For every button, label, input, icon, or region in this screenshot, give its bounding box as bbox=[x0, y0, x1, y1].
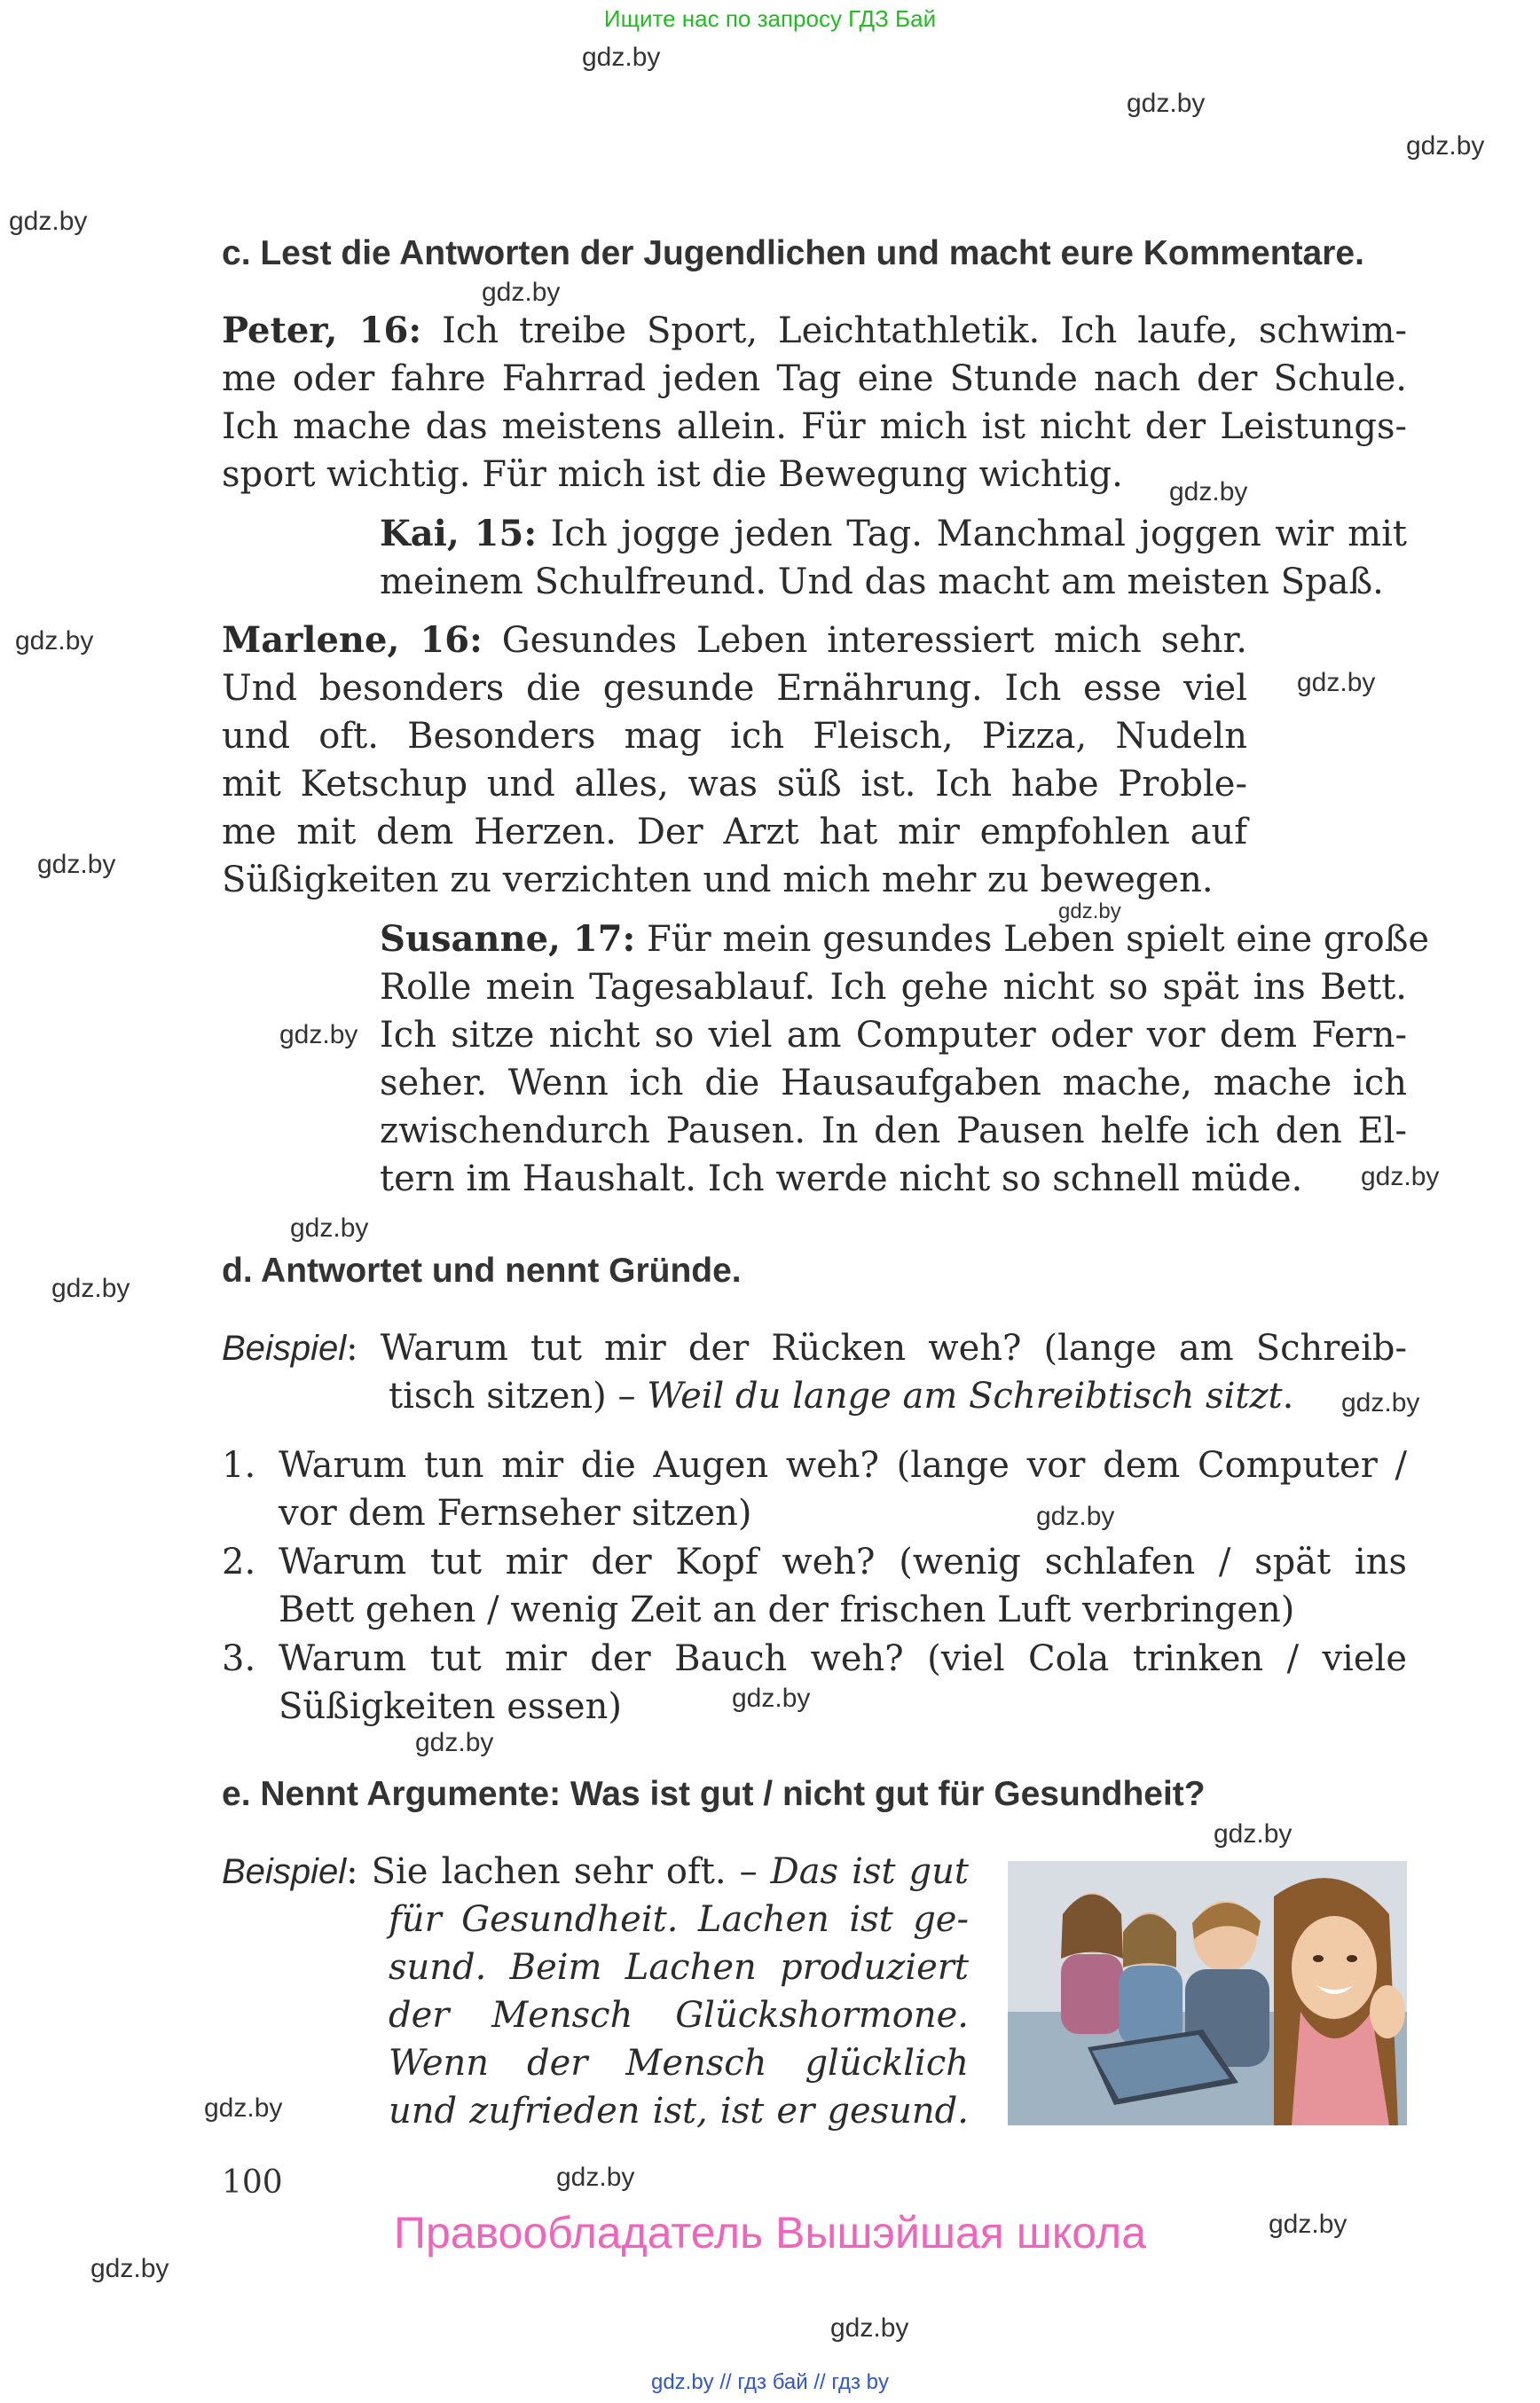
watermark: gdz.by bbox=[1361, 1162, 1440, 1191]
example-d: Beispiel: Warum tut mir der Rücken weh? (lange am Schreib- tisch sitzen) – Weil du lange am Schreibtisch sitzt. bbox=[222, 1328, 1407, 1417]
page-number: 100 bbox=[222, 2164, 283, 2201]
section-c-heading: c. Lest die Antworten der Jugendlichen und macht eure Kommentare. bbox=[222, 234, 1364, 272]
list-item: 1. Warum tun mir die Augen weh? (lange vor dem Computer / vor dem Fernseher sitzen) bbox=[222, 1445, 1407, 1534]
paragraph-kai: Kai, 15: Ich jogge jeden Tag. Manchmal joggen wir mit meinem Schulfreund. Und das macht am meisten Spaß. bbox=[380, 513, 1407, 602]
section-d-heading: d. Antwortet und nennt Gründe. bbox=[222, 1252, 742, 1290]
watermark: gdz.by bbox=[830, 2313, 909, 2343]
paragraph-marlene: Marlene, 16: Gesundes Leben interessiert mich sehr. Und besonders die gesunde Ernährung. Ich esse viel und oft. Besonders mag ich Fleisch, Pizza, Nudeln mit Ketschup und alles, was süß ist. Ich habe Proble- me mit dem Herzen. Der Arzt hat mir empfohlen auf Süßigkeiten zu verzichten und mich mehr zu bewegen. bbox=[222, 619, 1247, 900]
watermark: gdz.by bbox=[415, 1728, 494, 1757]
watermark: gdz.by bbox=[290, 1213, 369, 1243]
watermark: gdz.by bbox=[1341, 1388, 1420, 1417]
speaker-name: Susanne, 17: bbox=[380, 918, 636, 960]
teenagers-photo bbox=[1008, 1861, 1407, 2125]
top-search-hint[interactable]: Ищите нас по запросу ГДЗ Бай bbox=[603, 5, 937, 32]
watermark: gdz.by bbox=[1036, 1502, 1115, 1531]
watermark: gdz.by bbox=[1269, 2210, 1348, 2239]
list-item: 3. Warum tut mir der Bauch weh? (viel Cola trinken / viele Süßigkeiten essen) bbox=[222, 1638, 1407, 1727]
example-label: Beispiel bbox=[222, 1329, 347, 1368]
watermark: gdz.by bbox=[37, 850, 116, 879]
copyright-notice: Правообладатель Вышэйшая школа bbox=[394, 2208, 1146, 2258]
example-label: Beispiel bbox=[222, 1852, 347, 1891]
watermark: gdz.by bbox=[204, 2093, 283, 2123]
paragraph-susanne: Susanne, 17: Für mein gesundes Leben spielt eine große Rolle mein Tagesablauf. Ich gehe nicht so spät ins Bett. Ich sitze nicht so viel am Computer oder vor dem Fern- seher. Wenn ich die Hausaufgaben mache, mache ich zwischendurch Pausen. In den Pausen helfe ich den El- tern im Haushalt. Ich werde nicht so schnell müde. bbox=[380, 918, 1430, 1199]
watermark: gdz.by bbox=[1169, 477, 1248, 507]
paragraph-peter: Peter, 16: Ich treibe Sport, Leichtathletik. Ich laufe, schwim- me oder fahre Fahrrad jeden Tag eine Stunde nach der Schule. Ich mache das meistens allein. Für mich ist nicht der Leistungs- sport wichtig. Für mich ist die Bewegung wichtig. bbox=[222, 310, 1408, 495]
speaker-name: Peter, 16: bbox=[222, 310, 422, 351]
watermark: gdz.by bbox=[9, 207, 88, 236]
watermark: gdz.by bbox=[1297, 668, 1376, 697]
watermark: gdz.by bbox=[732, 1684, 811, 1713]
list-item: 2. Warum tut mir der Kopf weh? (wenig schlafen / spät ins Bett gehen / wenig Zeit an der frischen Luft verbringen) bbox=[222, 1542, 1407, 1630]
speaker-name: Kai, 15: bbox=[380, 513, 538, 554]
watermark: gdz.by bbox=[482, 278, 561, 307]
watermark: gdz.by bbox=[1058, 899, 1121, 923]
watermark: gdz.by bbox=[582, 43, 661, 72]
bottom-links[interactable]: gdz.by // гдз бай // гдз by bbox=[650, 2370, 890, 2394]
watermark: gdz.by bbox=[1127, 89, 1206, 118]
watermark: gdz.by bbox=[279, 1020, 358, 1049]
speaker-name: Marlene, 16: bbox=[222, 619, 483, 661]
watermark: gdz.by bbox=[15, 626, 94, 656]
watermark: gdz.by bbox=[90, 2254, 169, 2283]
watermark: gdz.by bbox=[1406, 131, 1485, 161]
watermark: gdz.by bbox=[556, 2163, 635, 2192]
watermark: gdz.by bbox=[1214, 1819, 1292, 1849]
watermark: gdz.by bbox=[51, 1274, 130, 1303]
example-e: Beispiel: Sie lachen sehr oft. – Das ist gut für Gesundheit. Lachen ist ge- sund. Beim Lachen produziert der Mensch Glückshormone. Wenn der Mensch glücklich und zufrieden ist, ist er gesund. bbox=[222, 1851, 969, 2132]
section-e-heading: e. Nennt Argumente: Was ist gut / nicht gut für Gesundheit? bbox=[222, 1775, 1206, 1813]
